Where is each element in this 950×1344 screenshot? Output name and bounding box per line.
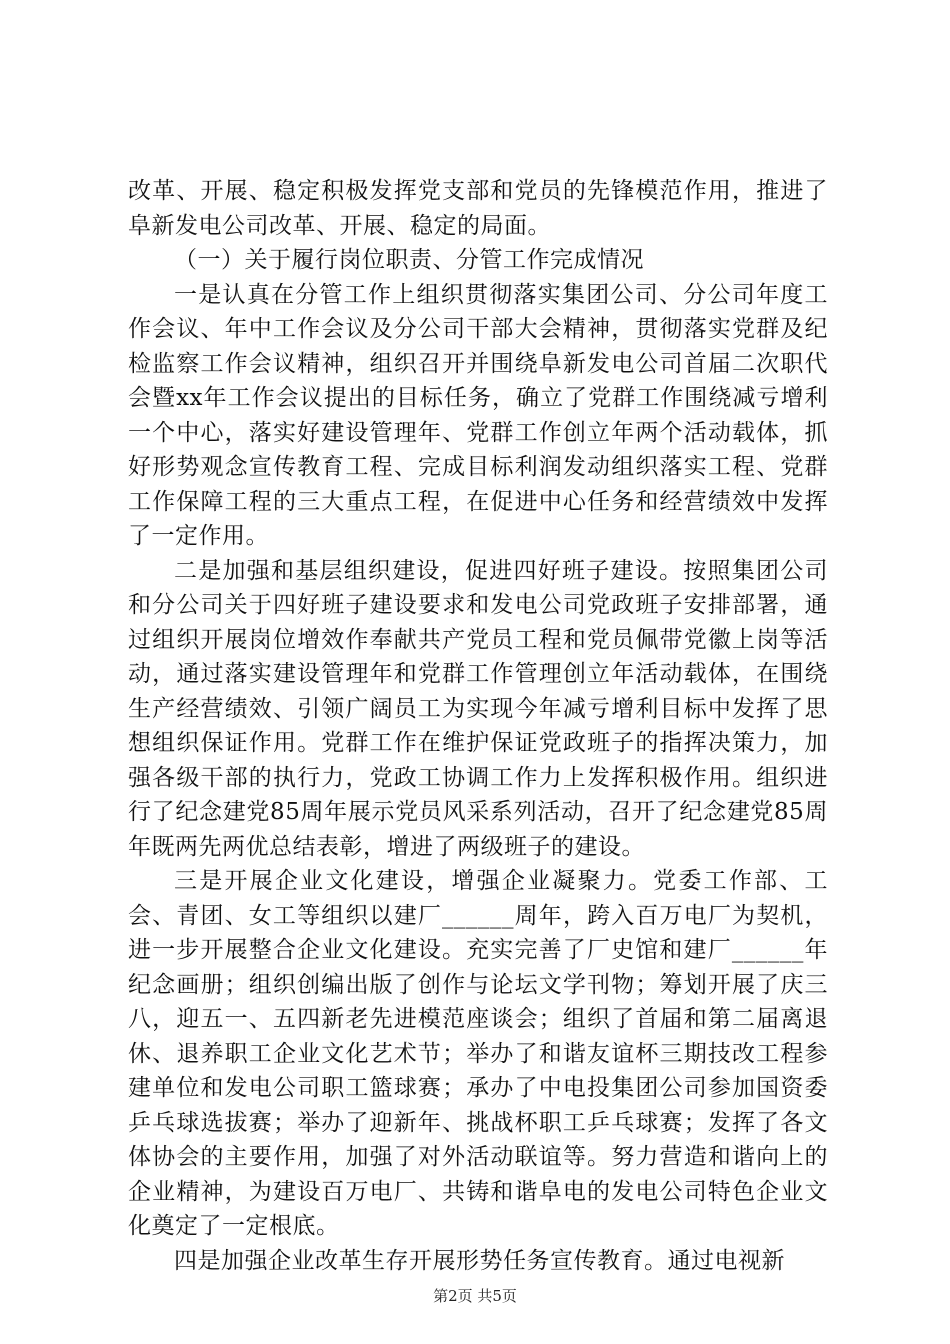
paragraph-intro-continuation: 改革、开展、稳定积极发挥党支部和党员的先锋模范作用，推进了阜新发电公司改革、开展、稳定的局面。	[128, 178, 828, 239]
paragraph-item-four: 四是加强企业改革生存开展形势任务宣传教育。通过电视新	[174, 1247, 785, 1274]
paragraph-item-two: 二是加强和基层组织建设，促进四好班子建设。按照集团公司和分公司关于四好班子建设要求和发电公司党政班子安排部署，通过组织开展岗位增效作奉献共产党员工程和党员佩带党徽上岗等活动，通过落实建设管理年和党群工作管理创立年活动载体，在围绕生产经营绩效、引领广阔员工为实现今年减亏增利目标中发挥了思想组织保证作用。党群工作在维护保证党政班子的指挥决策力，加强各级干部的执行力，党政工协调工作力上发挥积极作用。组织进行了纪念建党85周年展示党员风采系列活动，召开了纪念建党85周年既两先两优总结表彰，增进了两级班子的建设。	[128, 557, 828, 860]
page-number-footer: 第2页 共5页	[433, 1287, 517, 1305]
paragraph-item-one: 一是认真在分管工作上组织贯彻落实集团公司、分公司年度工作会议、年中工作会议及分公司干部大会精神，贯彻落实党群及纪检监察工作会议精神，组织召开并围绕阜新发电公司首届二次职代会暨xx年工作会议提出的目标任务，确立了党群工作围绕减亏增利一个中心，落实好建设管理年、党群工作创立年两个活动载体，抓好形势观念宣传教育工程、完成目标利润发动组织落实工程、党群工作保障工程的三大重点工程，在促进中心任务和经营绩效中发挥了一定作用。	[128, 281, 828, 549]
document-body	[128, 174, 828, 1278]
section-heading: （一）关于履行岗位职责、分管工作完成情况	[174, 247, 644, 273]
paragraph-item-three: 三是开展企业文化建设，增强企业凝聚力。党委工作部、工会、青团、女工等组织以建厂______周年，跨入百万电厂为契机，进一步开展整合企业文化建设。充实完善了厂史馆和建厂______年纪念画册；组织创编出版了创作与论坛文学刊物；筹划开展了庆三八，迎五一、五四新老先进模范座谈会；组织了首届和第二届离退休、退养职工企业文化艺术节；举办了和谐友谊杯三期技改工程参建单位和发电公司职工篮球赛；承办了中电投集团公司参加国资委乒乓球选拔赛；举办了迎新年、挑战杯职工乒乓球赛；发挥了各文体协会的主要作用，加强了对外活动联谊等。努力营造和谐向上的企业精神，为建设百万电厂、共铸和谐阜电的发电公司特色企业文化奠定了一定根底。	[128, 868, 828, 1239]
